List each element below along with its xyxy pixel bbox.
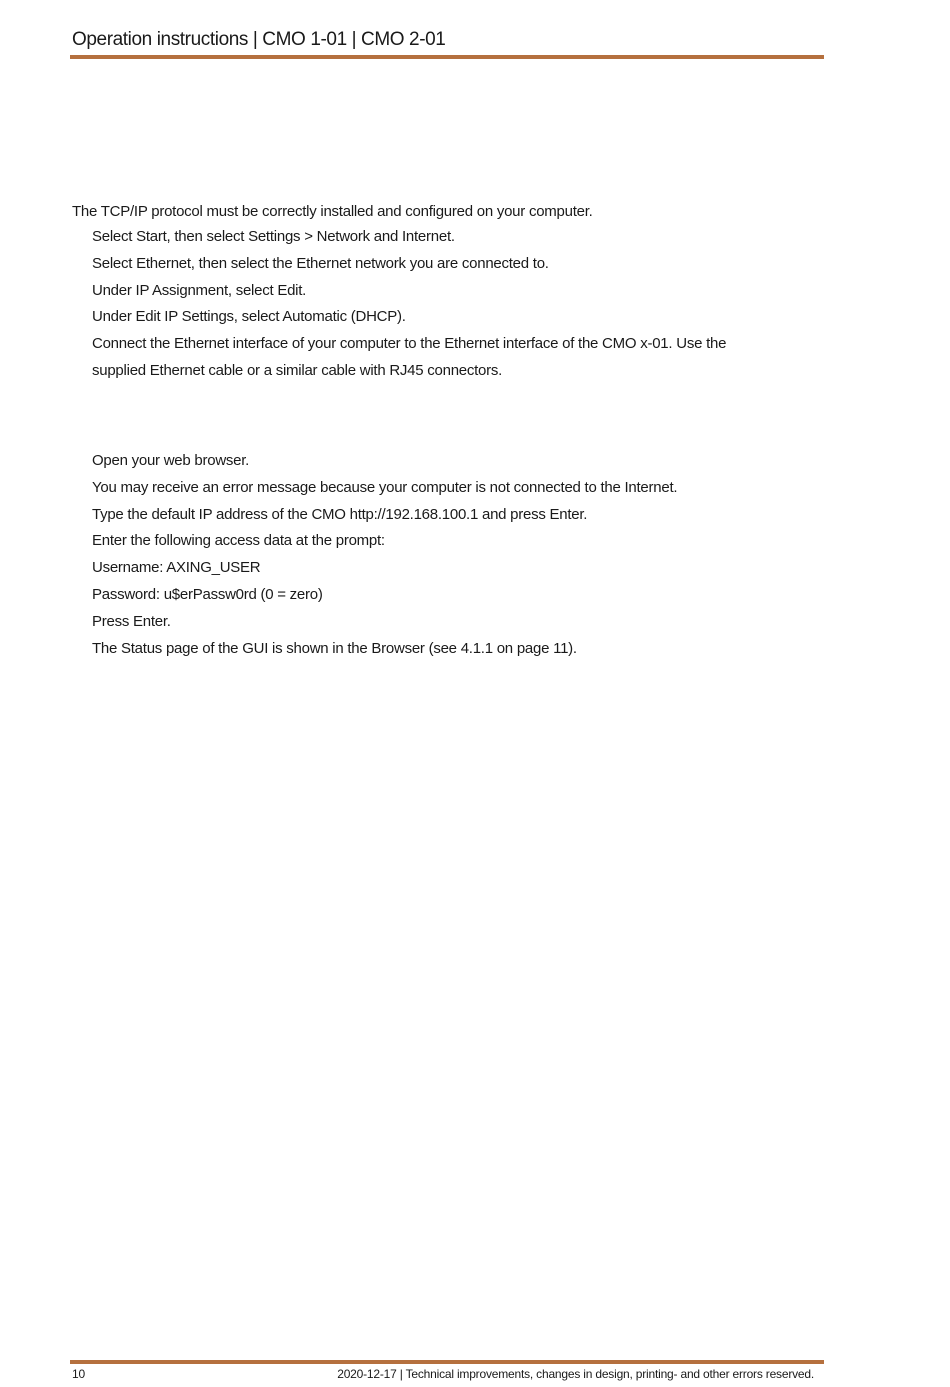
page-number: 10 bbox=[72, 1367, 85, 1381]
step-status-page-shown: The Status page of the GUI is shown in the Browser (see 4.1.1 on page 11). bbox=[92, 639, 577, 657]
step-automatic-dhcp: Under Edit IP Settings, select Automatic (DHCP). bbox=[92, 308, 406, 326]
step-press-enter: Press Enter. bbox=[92, 612, 171, 630]
tcpip-requirement-text: The TCP/IP protocol must be correctly installed and configured on your computer. bbox=[72, 203, 593, 220]
password-line: Password: u$erPassw0rd (0 = zero) bbox=[92, 585, 323, 603]
gui-login-section bbox=[72, 448, 812, 662]
step-ip-assignment: Under IP Assignment, select Edit. bbox=[92, 281, 307, 299]
document-title: Operation instructions | CMO 1-01 | CMO 2-01 bbox=[72, 29, 446, 50]
network-setup-section bbox=[72, 200, 812, 385]
step-select-ethernet: Select Ethernet, then select the Ethernet network you are connected to. bbox=[92, 254, 549, 272]
step-connect-ethernet-continued: supplied Ethernet cable or a similar cable with RJ45 connectors. bbox=[92, 361, 503, 379]
page-footer bbox=[70, 1360, 824, 1383]
footer-divider bbox=[70, 1360, 824, 1364]
step-error-message-note: You may receive an error message because your computer is not connected to the Internet. bbox=[92, 478, 678, 496]
header-divider bbox=[70, 55, 824, 59]
step-open-browser: Open your web browser. bbox=[92, 452, 250, 469]
username-line: Username: AXING_USER bbox=[92, 559, 261, 577]
footer-disclaimer: 2020-12-17 | Technical improvements, changes in design, printing- and other errors reserved. bbox=[337, 1367, 814, 1381]
step-type-ip-address: Type the default IP address of the CMO http://192.168.100.1 and press Enter. bbox=[92, 505, 588, 523]
step-select-settings: Select Start, then select Settings > Network and Internet. bbox=[92, 228, 455, 245]
page-header bbox=[70, 28, 824, 59]
step-connect-ethernet: Connect the Ethernet interface of your computer to the Ethernet interface of the CMO x-01. Use the bbox=[92, 335, 727, 353]
step-enter-access-data: Enter the following access data at the prompt: bbox=[92, 532, 385, 550]
